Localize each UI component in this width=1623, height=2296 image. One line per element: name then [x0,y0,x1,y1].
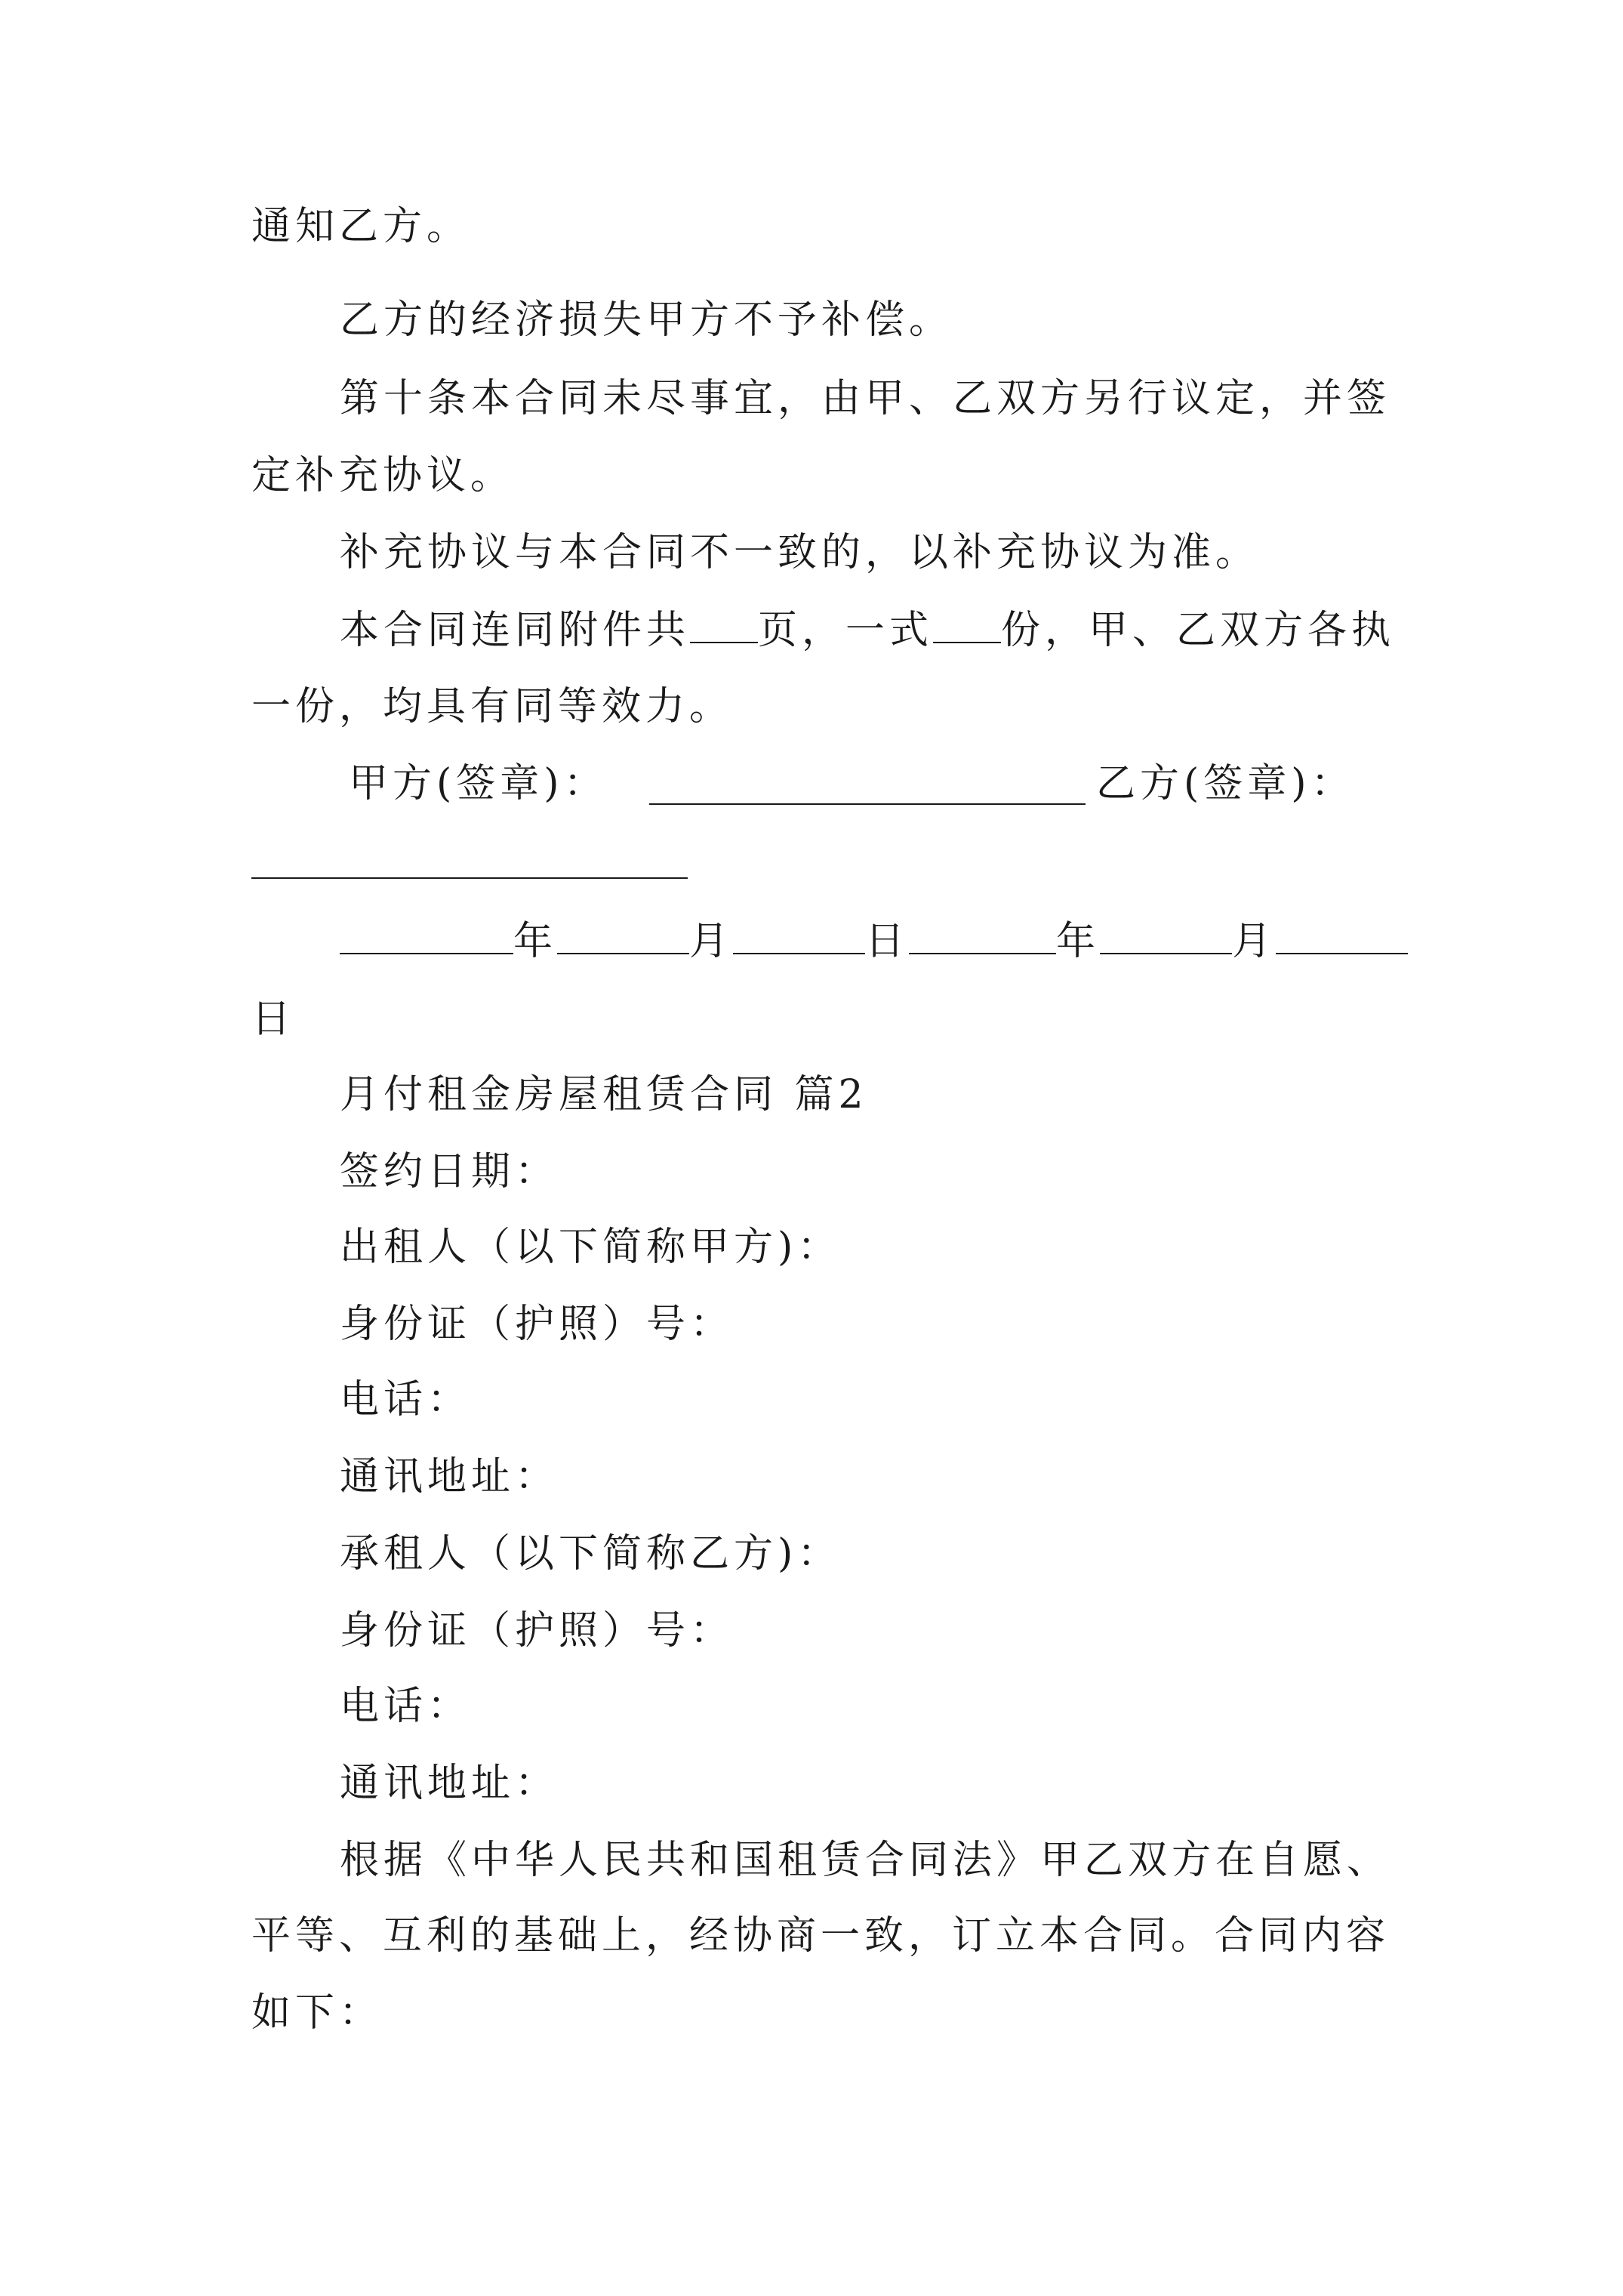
party-b-month-blank [1100,915,1232,954]
paragraph-line: 一份，均具有同等效力。 [251,684,734,729]
copies-text-3: 份，甲、乙双方各执 [1001,608,1396,653]
year-label: 年 [1056,919,1101,964]
paragraph-line: 补充协议与本合同不一致的，以补充协议为准。 [340,530,1260,575]
basis-paragraph-line: 如下： [251,1990,383,2036]
lessee-id-label: 身份证（护照）号： [340,1608,735,1653]
paragraph-line: 通知乙方。 [251,204,471,249]
day-label: 日 [865,919,910,964]
copies-text-2: 页，一式 [758,608,934,653]
party-b-year-blank [909,915,1056,954]
paragraph-line: 第十条本合同未尽事宜，由甲、乙双方另行议定，并签 [340,376,1391,421]
lessor-phone-label: 电话： [340,1377,472,1422]
party-a-signature-label: 甲方(签章)： [349,761,608,806]
lessee-phone-label: 电话： [340,1684,472,1729]
section-title: 月付租金房屋租赁合同 篇2 [340,1072,868,1117]
party-b-signature-line [251,877,688,879]
party-a-day-blank [733,915,865,954]
party-a-month-blank [557,915,689,954]
party-a-signature-line [649,803,1086,805]
lessor-address-label: 通讯地址： [340,1454,559,1499]
month-label: 月 [689,919,734,964]
copies-blank [933,604,1001,643]
date-trailing-day: 日 [251,997,296,1042]
paragraph-line: 乙方的经济损失甲方不予补偿。 [340,297,953,343]
date-line [340,915,1408,963]
basis-paragraph-line: 平等、互利的基础上，经协商一致，订立本合同。合同内容 [251,1913,1390,1959]
copies-line [340,604,1395,652]
lessor-id-label: 身份证（护照）号： [340,1302,735,1347]
month-label: 月 [1232,919,1277,964]
party-b-signature-label: 乙方(签章)： [1096,761,1355,806]
lessee-address-label: 通讯地址： [340,1761,559,1806]
lessee-label: 承租人（以下简称乙方)： [340,1531,842,1576]
party-a-year-blank [340,915,513,954]
basis-paragraph-line: 根据《中华人民共和国租赁合同法》甲乙双方在自愿、 [340,1838,1391,1883]
party-b-day-blank [1276,915,1408,954]
sign-date-label: 签约日期： [340,1149,559,1194]
pages-blank [690,604,758,643]
paragraph-line: 定补充协议。 [251,453,515,498]
lessor-label: 出租人（以下简称甲方)： [340,1225,842,1270]
copies-text-1: 本合同连同附件共 [340,608,691,653]
year-label: 年 [513,919,558,964]
